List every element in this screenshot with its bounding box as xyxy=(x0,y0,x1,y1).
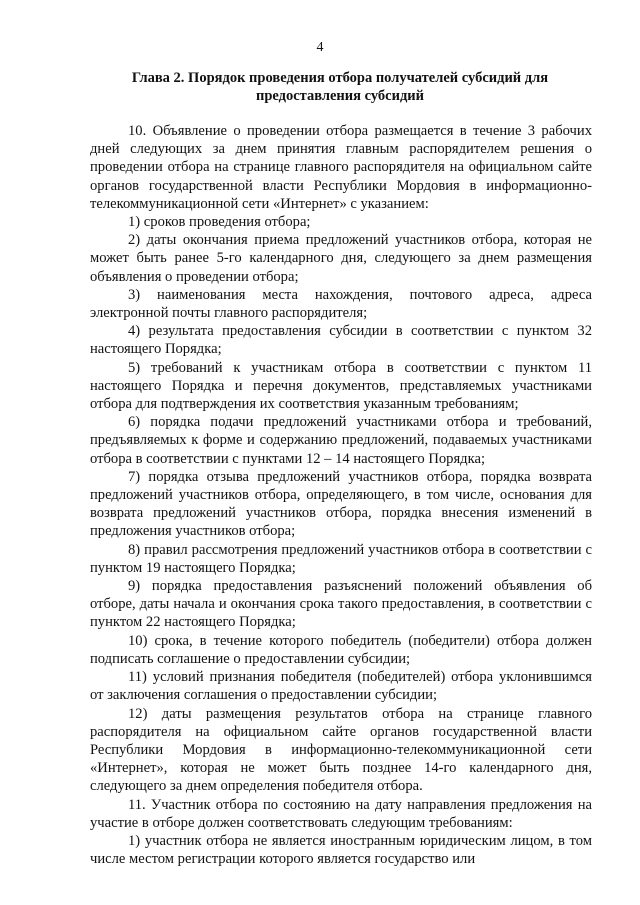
list-item-6: 6) порядка подачи предложений участниками отбора и требований, предъявляемых к форме и содержанию предложений, подаваемых участниками отбора в соответствии с пунктами 12 – 14 настоящего Порядка; xyxy=(90,414,592,467)
list-item-9: 9) порядка предоставления разъяснений положений объявления об отборе, даты начала и окончания срока такого предоставления, в соответствии с пунктом 22 настоящего Порядка; xyxy=(90,578,592,631)
list-item-12: 12) даты размещения результатов отбора на странице главного распорядителя на официальном сайте органов государственной власти Республики Мордовия в информационно-телекоммуникационной сети «Интернет», которая не может быть позднее 14-го календарного дня, следующего за днем определения победителя отбора. xyxy=(90,705,592,795)
list-item-7: 7) порядка отзыва предложений участников отбора, порядка возврата предложений участников отбора, определяющего, в том числе, основания для возврата предложений участников отбора, порядка внесения изменений в предложения участников отбора; xyxy=(90,468,592,540)
list-item-2: 2) даты окончания приема предложений участников отбора, которая не может быть ранее 5-го календарного дня, следующего за днем размещения объявления о проведении отбора; xyxy=(90,232,592,285)
requirement-item-1: 1) участник отбора не является иностранным юридическим лицом, в том числе местом регистрации которого является государство или xyxy=(90,832,592,868)
chapter-title-line: Глава 2. Порядок проведения отбора получателей субсидий для xyxy=(131,70,549,86)
list-item-5: 5) требований к участникам отбора в соответствии с пунктом 11 настоящего Порядка и перечня документов, представляемых участниками отбора для подтверждения их соответствия указанным требованиям; xyxy=(90,359,592,413)
page-number: 4 xyxy=(316,40,324,55)
list-item-3: 3) наименования места нахождения, почтового адреса, адреса электронной почты главного распорядителя; xyxy=(90,286,592,322)
chapter-title-line: предоставления субсидий xyxy=(255,88,424,104)
list-item-11: 11) условий признания победителя (победителей) отбора уклонившимся от заключения соглашения о предоставлении субсидии; xyxy=(90,669,592,704)
list-item-1: 1) сроков проведения отбора; xyxy=(128,214,311,231)
chapter-title xyxy=(90,69,590,105)
list-item-8: 8) правил рассмотрения предложений участников отбора в соответствии с пунктом 19 настоящего Порядка; xyxy=(90,541,592,576)
list-item-10: 10) срока, в течение которого победитель (победители) отбора должен подписать соглашение о предоставлении субсидии; xyxy=(90,632,592,667)
paragraph-10: 10. Объявление о проведении отбора размещается в течение 3 рабочих дней следующих за днем принятия главным распорядителем решения о проведении отбора на странице главного распорядителя на официальном сайте органов государственной власти Республики Мордовия в информационно-телекоммуникационной сети «Интернет» с указанием: xyxy=(90,123,592,212)
list-item-4: 4) результата предоставления субсидии в соответствии с пунктом 32 настоящего Порядка; xyxy=(90,323,592,358)
paragraph-11: 11. Участник отбора по состоянию на дату направления предложения на участие в отборе должен соответствовать следующим требованиям: xyxy=(90,796,592,831)
document-body xyxy=(90,122,592,868)
